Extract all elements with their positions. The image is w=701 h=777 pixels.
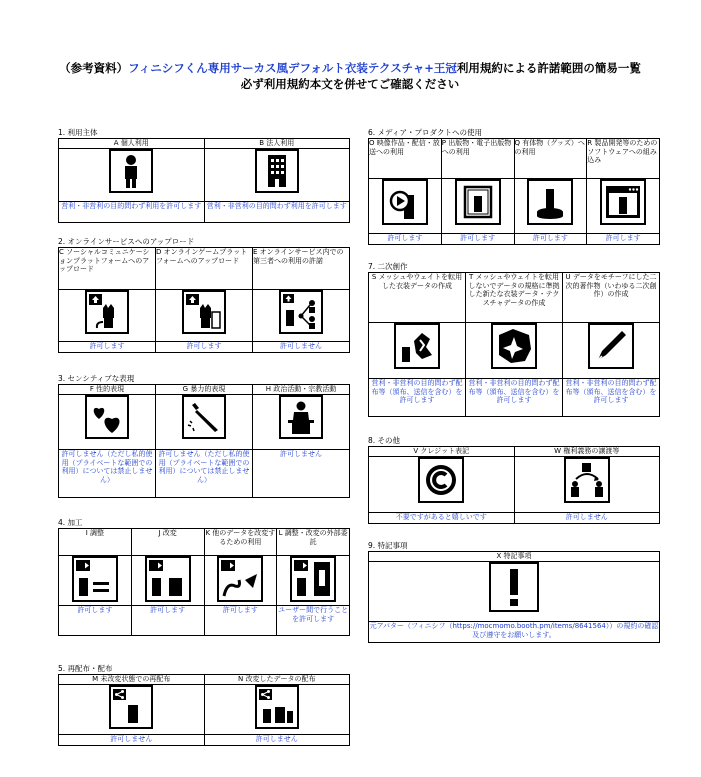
section-1-user xyxy=(58,128,350,223)
header-cell: J 改変 xyxy=(131,529,204,556)
section-table xyxy=(58,674,350,746)
document-subtitle: 必ず利用規約本文を併せてご確認ください xyxy=(240,77,460,91)
hearts-icon xyxy=(85,395,129,439)
section-table xyxy=(368,551,660,643)
header-cell: O 映像作品・配信・放送への利用 xyxy=(369,139,442,179)
section-5-redistribution xyxy=(58,664,350,746)
exclamation-icon xyxy=(489,562,539,612)
result-cell: 営利・非営利の目的問わず利用を許可します xyxy=(59,202,205,223)
book-icon xyxy=(455,179,501,225)
header-cell: F 性的表現 xyxy=(59,385,156,395)
result-cell: 許可します xyxy=(514,234,587,245)
adjust-icon xyxy=(72,556,118,602)
result-cell: 許可します xyxy=(441,234,514,245)
header-cell: C ソーシャルコミュニケーションプラットフォームへのアップロード xyxy=(59,248,156,290)
software-icon xyxy=(600,179,646,225)
result-cell: 営利・非営利の目的問わず配布等（頒布、送信を含む）を許可します xyxy=(563,379,660,417)
header-cell: R 製品開発等のためのソフトウェアへの組み込み xyxy=(587,139,660,179)
section-title: 9. 特記事項 xyxy=(368,541,408,550)
section-3-sensitive xyxy=(58,374,350,498)
section-table xyxy=(58,138,350,223)
section-4-processing xyxy=(58,518,350,636)
section-table xyxy=(368,446,660,524)
knife-icon xyxy=(182,395,226,439)
result-cell: 許可します xyxy=(587,234,660,245)
redistribute-icon xyxy=(109,685,153,729)
header-cell: D オンラインゲームプラットフォームへのアップロード xyxy=(156,248,253,290)
upload-avatar-icon xyxy=(182,290,226,334)
modify-icon xyxy=(145,556,191,602)
result-cell: 営利・非営利の目的問わず配布等（頒布、送信を含む）を許可します xyxy=(466,379,563,417)
section-2-upload xyxy=(58,237,350,353)
section-table xyxy=(58,247,350,353)
section-title: 7. 二次創作 xyxy=(368,262,408,271)
result-cell: 許可します xyxy=(131,606,204,636)
section-table xyxy=(368,272,660,417)
upload-avatar-icon xyxy=(85,290,129,334)
header-cell: L 調整・改変の外部委託 xyxy=(277,529,350,556)
other-data-icon xyxy=(217,556,263,602)
header-cell: T メッシュやウェイトを転用しないでデータの規格に準拠した新たな衣装データ・テクスチャデータの作成 xyxy=(466,273,563,323)
result-cell: 元アバター（フィニシフ（https://mocmomo.booth.pm/items/8641564））の規約の確認及び遵守をお願いします。 xyxy=(369,622,660,643)
building-icon xyxy=(255,149,299,193)
result-cell: 許可します xyxy=(369,234,442,245)
header-cell: M 未改変状態での再配布 xyxy=(59,675,205,685)
result-cell: ユーザー間で行うことを許可します xyxy=(277,606,350,636)
section-8-other xyxy=(368,436,660,524)
result-cell: 許可しません（ただし私的使用（プライベートな範囲での利用）については禁止しません） xyxy=(59,450,156,498)
section-9-notes xyxy=(368,541,660,643)
document-title: （参考資料）フィニシフくん専用サーカス風デフォルト衣装テクスチャ+王冠利用規約による許諾範囲の簡易一覧 必ず利用規約本文を併せてご確認ください xyxy=(40,60,660,92)
header-cell: H 政治活動・宗教活動 xyxy=(253,385,350,395)
header-cell: I 調整 xyxy=(59,529,132,556)
section-title: 5. 再配布・配布 xyxy=(58,664,113,673)
result-cell: 許可します xyxy=(204,606,277,636)
pen-icon xyxy=(588,323,634,369)
section-title: 1. 利用主体 xyxy=(58,128,98,137)
result-cell: 許可しません xyxy=(253,342,350,353)
copyright-icon xyxy=(418,457,464,503)
result-cell: 許可しません xyxy=(204,735,350,746)
header-cell: N 改変したデータの配布 xyxy=(204,675,350,685)
transfer-icon xyxy=(564,457,610,503)
section-title: 2. オンラインサービスへのアップロード xyxy=(58,237,195,246)
header-cell: U データをモチーフにした二次的著作物（いわゆる二次創作）の作成 xyxy=(563,273,660,323)
header-cell: P 出版物・電子出版物への利用 xyxy=(441,139,514,179)
section-7-derivative xyxy=(368,262,660,417)
figure-icon xyxy=(527,179,573,225)
result-cell: 許可しません xyxy=(253,450,350,498)
result-cell: 不要ですがあると嬉しいです xyxy=(369,513,515,524)
section-6-media xyxy=(368,128,660,245)
podium-icon xyxy=(279,395,323,439)
result-cell: 営利・非営利の目的問わず配布等（頒布、送信を含む）を許可します xyxy=(369,379,466,417)
video-icon xyxy=(382,179,428,225)
new-outfit-icon xyxy=(491,323,537,369)
distribute-modified-icon xyxy=(255,685,299,729)
result-cell: 許可します xyxy=(59,606,132,636)
person-icon xyxy=(109,149,153,193)
header-cell: G 暴力的表現 xyxy=(156,385,253,395)
result-cell: 許可しません xyxy=(514,513,660,524)
header-cell: E オンラインサービス内での第三者への利用の許諾 xyxy=(253,248,350,290)
header-cell: V クレジット表記 xyxy=(369,447,515,457)
header-cell: A 個人利用 xyxy=(59,139,205,149)
section-title: 8. その他 xyxy=(368,436,401,445)
result-cell: 営利・非営利の目的問わず利用を許可します xyxy=(204,202,350,223)
section-table xyxy=(58,384,350,498)
header-cell: W 権利義務の譲渡等 xyxy=(514,447,660,457)
header-cell: S メッシュやウェイトを転用した衣装データの作成 xyxy=(369,273,466,323)
result-cell: 許可しません xyxy=(59,735,205,746)
section-table xyxy=(368,138,660,245)
outsource-icon xyxy=(290,556,336,602)
section-title: 4. 加工 xyxy=(58,518,83,527)
share-to-others-icon xyxy=(279,290,323,334)
section-title: 3. センシティブな表現 xyxy=(58,374,135,383)
section-table xyxy=(58,528,350,636)
header-cell: Q 有体物（グッズ）への利用 xyxy=(514,139,587,179)
header-cell: X 特記事項 xyxy=(369,552,660,562)
section-title: 6. メディア・プロダクトへの使用 xyxy=(368,128,482,137)
header-cell: B 法人利用 xyxy=(204,139,350,149)
header-cell: K 他のデータを改変するための利用 xyxy=(204,529,277,556)
result-cell: 許可します xyxy=(156,342,253,353)
result-cell: 許可しません（ただし私的使用（プライベートな範囲での利用）については禁止しません） xyxy=(156,450,253,498)
outfit-icon xyxy=(394,323,440,369)
result-cell: 許可します xyxy=(59,342,156,353)
